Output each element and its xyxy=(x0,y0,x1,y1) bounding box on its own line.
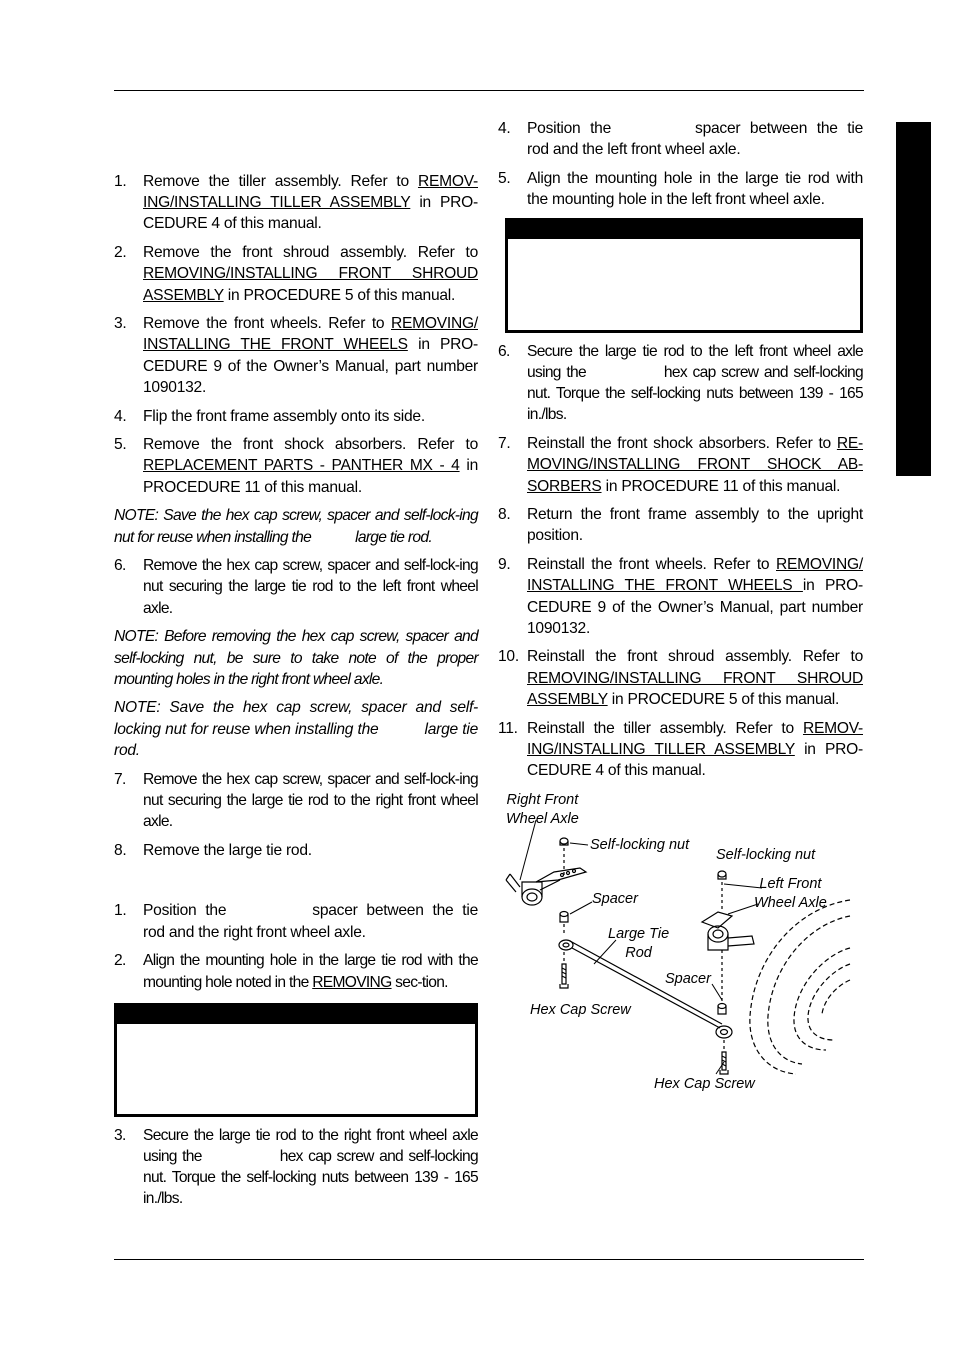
header-rule xyxy=(114,90,864,91)
step-text: Remove the front wheels. Refer to xyxy=(143,315,391,333)
section-tab xyxy=(896,122,931,476)
list-item xyxy=(498,646,863,710)
step-number: 9. xyxy=(498,556,511,574)
spacer-left-drawing xyxy=(560,912,568,937)
list-item: 3. Secure the large tie rod to the right front wheel axle using the hex cap screw and self-locking nut. Torque the self-locking nuts between 139 - 165 in./lbs. xyxy=(114,1126,478,1208)
list-item xyxy=(114,171,478,235)
cross-reference-link[interactable]: REMOV-ING/INSTALLING TILLER ASSEMBLY xyxy=(143,173,478,212)
installing-steps-1-2 xyxy=(114,900,478,992)
step-text: in PRO-CEDURE 9 of the Owner’s Manual, part number 1090132. xyxy=(527,577,863,637)
left-column xyxy=(114,171,478,1217)
caution-box-right xyxy=(505,218,863,333)
cross-reference-link[interactable]: REMOVING/ INSTALLING THE FRONT WHEELS xyxy=(527,556,863,595)
step-text: Reinstall the front shock absorbers. Refer to xyxy=(527,435,837,453)
cross-reference-link[interactable]: REPLACEMENT PARTS - PANTHER MX - 4 xyxy=(143,457,460,475)
subsection-gap xyxy=(114,868,478,900)
step-text: Reinstall the tiller assembly. Refer to xyxy=(527,719,803,737)
right-axle-drawing xyxy=(506,868,586,905)
cross-reference-link[interactable]: REMOVING/INSTALLING FRONT SHROUD ASSEMBLY xyxy=(527,669,863,708)
step-text: Remove the front shock absorbers. Refer to xyxy=(143,436,478,454)
cross-reference-link[interactable]: REMOV-ING/INSTALLING TILLER ASSEMBLY xyxy=(527,719,863,758)
removing-steps-7-8 xyxy=(114,769,478,861)
note-save-hardware-2: NOTE: Save the hex cap screw, spacer and self-locking nut for reuse when installing the large tie rod. xyxy=(114,699,478,759)
label-hex-cap-screw-a: Hex Cap Screw xyxy=(530,1002,631,1018)
caution-box-left xyxy=(114,1003,478,1117)
list-item: 7. Remove the hex cap screw, spacer and self-lock-ing nut securing the large tie rod to the right front wheel axle. xyxy=(114,770,478,830)
step-text: in PRO-CEDURE 9 of the Owner’s Manual, part number 1090132. xyxy=(143,336,478,396)
step-text: Reinstall the front wheels. Refer to xyxy=(527,556,776,574)
cross-reference-link[interactable]: REMOVING/INSTALLING FRONT SHROUD ASSEMBLY xyxy=(143,265,478,304)
step-text: in PRO-CEDURE 4 of this manual. xyxy=(527,740,863,779)
label-hex-cap-screw-b: Hex Cap Screw xyxy=(654,1076,755,1092)
step-number: 7. xyxy=(498,435,511,453)
label-spacer-a: Spacer xyxy=(592,891,638,907)
label-left-front-wheel-axle: Left Front Wheel Axle xyxy=(754,876,827,911)
step-number: 4. xyxy=(114,407,127,425)
step-number: 2. xyxy=(114,244,127,262)
list-item xyxy=(114,406,478,427)
label-large-tie-rod: Large Tie Rod xyxy=(608,926,670,961)
step-text: Flip the front frame assembly onto its side. xyxy=(143,407,425,425)
step-text: in PRO-CEDURE 4 of this manual. xyxy=(143,194,478,233)
note-mounting-holes: NOTE: Before removing the hex cap screw, spacer and self-locking nut, be sure to take note of the proper mounting holes in the right front wheel axle. xyxy=(114,628,478,688)
step-number: 8. xyxy=(498,506,511,524)
step-number: 10. xyxy=(498,648,519,666)
step-text: Return the front frame assembly to the upright position. xyxy=(527,506,863,545)
removing-link[interactable]: REMOVING xyxy=(312,973,392,991)
list-item: 1. Position the spacer between the tie rod and the right front wheel axle. xyxy=(114,902,478,941)
step-text: in PROCEDURE 11 of this manual. xyxy=(601,477,841,495)
list-item: 6. Secure the large tie rod to the left front wheel axle using the hex cap screw and self-locking nut. Torque the self-locking nuts between 139 - 165 in./lbs. xyxy=(498,342,863,424)
step-number: 5. xyxy=(114,436,127,454)
nut-right-drawing xyxy=(718,871,726,912)
cross-reference-link[interactable]: REMOVING/ INSTALLING THE FRONT WHEELS xyxy=(143,315,478,354)
list-item xyxy=(498,718,863,782)
step-text: Remove the tiller assembly. Refer to xyxy=(143,173,418,190)
list-item xyxy=(498,554,863,639)
front-wheel-drawing xyxy=(750,900,850,1074)
tie-rod-diagram xyxy=(496,788,854,1092)
removing-steps xyxy=(114,171,478,498)
step-text: in PROCEDURE 5 of this manual. xyxy=(607,690,840,708)
tie-rod-illustration xyxy=(496,788,854,1088)
list-item: 5. Align the mounting hole in the large tie rod with the mounting hole in the left front wheel axle. xyxy=(498,169,863,209)
installing-steps-4-5 xyxy=(498,118,863,210)
step-number: 1. xyxy=(114,173,127,190)
step-text: in PROCEDURE 5 of this manual. xyxy=(223,286,456,304)
list-item: 6. Remove the hex cap screw, spacer and self-lock-ing nut securing the large tie rod to the left front wheel axle. xyxy=(114,557,478,617)
installing-steps-7-11 xyxy=(498,433,863,781)
right-column xyxy=(498,118,863,789)
label-self-locking-nut-b: Self-locking nut xyxy=(716,847,816,863)
list-item xyxy=(498,504,863,546)
list-item xyxy=(114,313,478,398)
label-spacer-b: Spacer xyxy=(665,971,711,987)
list-item: 2. Align the mounting hole in the large tie rod with the mounting hole noted in the REMOVING sec-tion. xyxy=(114,952,478,991)
step-text: Reinstall the front shroud assembly. Refer to xyxy=(527,648,863,666)
step-text: in PROCEDURE 11 of this manual. xyxy=(143,457,478,496)
installing-step-3 xyxy=(114,1125,478,1210)
step-number: 3. xyxy=(114,315,127,333)
list-item xyxy=(114,242,478,306)
list-item xyxy=(114,434,478,498)
removing-step-6 xyxy=(114,555,478,619)
spacer-right-drawing xyxy=(718,1004,726,1015)
label-self-locking-nut-a: Self-locking nut xyxy=(590,837,690,853)
footer-rule xyxy=(114,1259,864,1260)
cross-reference-link[interactable]: RE-MOVING/INSTALLING FRONT SHOCK AB-SORBERS xyxy=(527,435,863,495)
list-item: 4. Position the spacer between the tie rod and the left front wheel axle. xyxy=(498,120,863,159)
step-number: 11. xyxy=(498,719,518,737)
screw-right-drawing xyxy=(720,1040,728,1074)
note-save-hardware-1: NOTE: Save the hex cap screw, spacer and self-lock-ing nut for reuse when installing the large tie rod. xyxy=(114,507,478,546)
step-text: Remove the front shroud assembly. Refer to xyxy=(143,244,478,262)
label-right-front-wheel-axle: Right Front Wheel Axle xyxy=(506,792,579,827)
screw-left-drawing xyxy=(560,952,568,988)
list-item xyxy=(498,433,863,497)
list-item: 8. Remove the large tie rod. xyxy=(114,841,312,859)
left-axle-drawing xyxy=(702,912,754,1004)
installing-step-6 xyxy=(498,341,863,426)
